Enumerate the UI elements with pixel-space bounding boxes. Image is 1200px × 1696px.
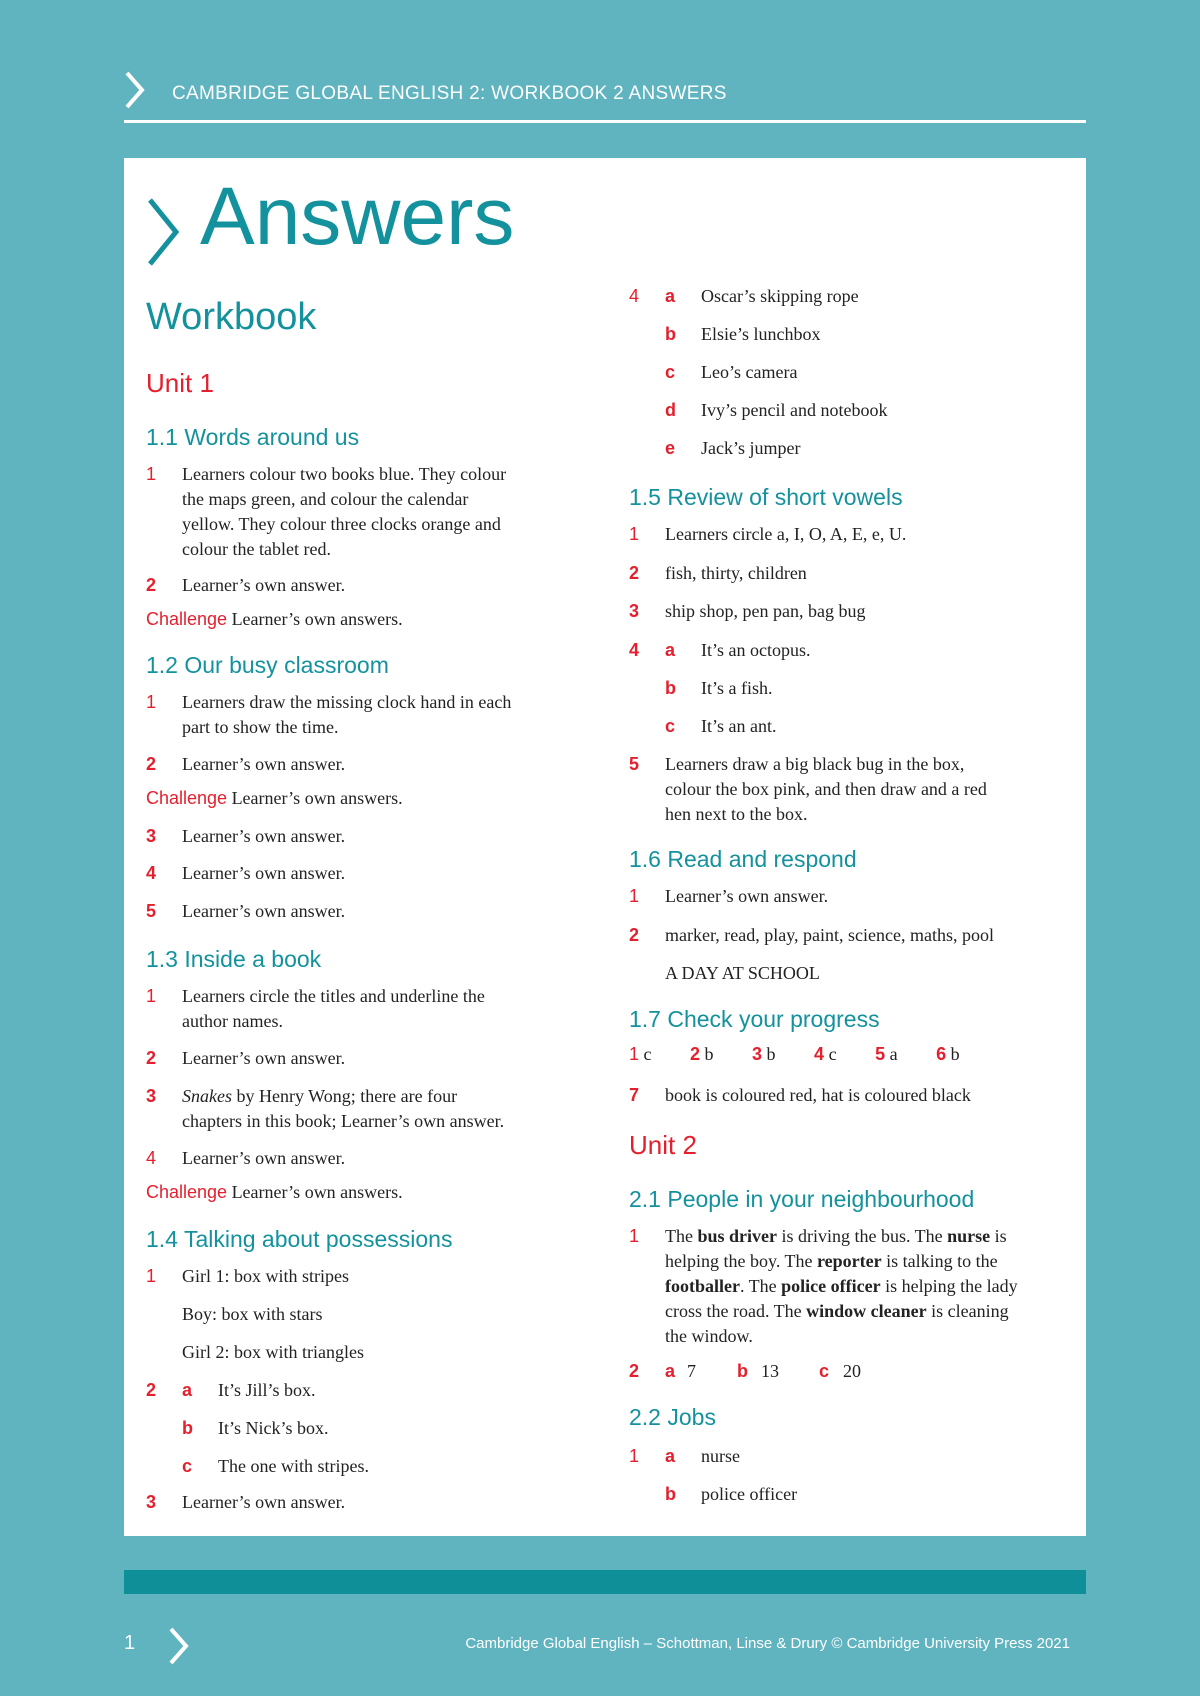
challenge-line: Challenge Learner’s own answers. [146, 1182, 403, 1202]
challenge-line: Challenge Learner’s own answers. [146, 788, 403, 808]
challenge-line: Challenge Learner’s own answers. [146, 609, 403, 629]
footer-band [124, 1570, 1086, 1594]
footer-credit: Cambridge Global English – Schottman, Linse & Drury © Cambridge University Press 2021 [465, 1635, 1070, 1652]
progress-answers-row: 1 c 2 b 3 b 4 c 5 a 6 b [629, 1044, 960, 1064]
section-1-7-title: 1.7 Check your progress [629, 1006, 880, 1032]
section-1-2-title: 1.2 Our busy classroom [146, 652, 389, 678]
section-2-1-title: 2.1 People in your neighbourhood [629, 1186, 975, 1212]
page-number: 1 [124, 1632, 136, 1654]
section-1-1-title: 1.1 Words around us [146, 424, 360, 450]
section-2-2-title: 2.2 Jobs [629, 1404, 716, 1430]
answers-panel: Answers Workbook Unit 1 1.1 Words around us 1 Learners colour two books blue. They colour the maps green, and colour the calendar yellow. They colour three clocks orange and colour the tablet red. 2 Learner’s own answer. Challenge Learner’s own answers. 1.2 Our busy classroom 1 Learners draw the missing clock hand in each part to show the time. 2 Learner’s own answer. Challenge Learner’s own answers. 3 Learner’s own answer. 4 Learner’s own answer. 5 Learner’s own answer. 1.3 Inside a book 1 Learners circle the titles and underline the author names. 2 Learner’s own answer. 3 Snakes by Henry Wong; there are four chapters in this book; Learner’s own answer. 4 Learner’s own answer. Challenge Learner’s own answers. 1.4 Talking about possessions 1 Girl 1: box with stripes Boy: box with stars Girl 2: box with triangles 2 a It’s Jill’s box. b It’s Nick’s box. c The one with stripes. 3 Learner’s own answer. 4 a Oscar’s skipping rope b Elsie’s lunchbox c Leo’s camera d Ivy’s pencil and notebook e Jack’s jumper 1.5 Review of short vowels 1 Learners circle a, I, O, A, E, e, U. 2 fish, thirty, children 3 ship shop, pen pan, bag bug 4 a It’s an octopus. b It’s a fish. c It’s an ant. 5 Learners draw a big black bug in the box, colour the box pink, and then draw and a red hen next to the box. 1.6 Read and respond 1 Learner’s own answer. 2 marker, read, play, paint, science, maths, pool A DAY AT SCHOOL 1.7 Check your progress 1 c 2 b 3 b 4 c 5 a 6 b 7 book is coloured red, hat is coloured black Unit 2 2.1 People in your neighbourhood 1 The bus driver is driving the bus. The nurse is helping the boy. The reporter is talking to the footballer. The police officer is helping the lady cross the road. The window cleaner is cleaning the window. 2 a 7 b 13 c 20 2.2 Jobs 1 a nurse b police officer [124, 158, 1086, 1536]
section-1-5-title: 1.5 Review of short vowels [629, 484, 903, 510]
running-header [124, 68, 1086, 123]
chevron-right-icon [168, 1626, 190, 1666]
chevron-right-icon [124, 70, 146, 110]
page-title-text: Answers [200, 171, 515, 262]
header-title: CAMBRIDGE GLOBAL ENGLISH 2: WORKBOOK 2 ANSWERS [172, 83, 727, 104]
section-1-4-title: 1.4 Talking about possessions [146, 1226, 453, 1252]
section-1-3-title: 1.3 Inside a book [146, 946, 322, 972]
section-1-6-title: 1.6 Read and respond [629, 846, 857, 872]
chevron-right-icon [146, 196, 182, 268]
unit-1-heading: Unit 1 [146, 368, 214, 398]
workbook-heading: Workbook [146, 296, 317, 338]
unit-2-heading: Unit 2 [629, 1130, 697, 1160]
